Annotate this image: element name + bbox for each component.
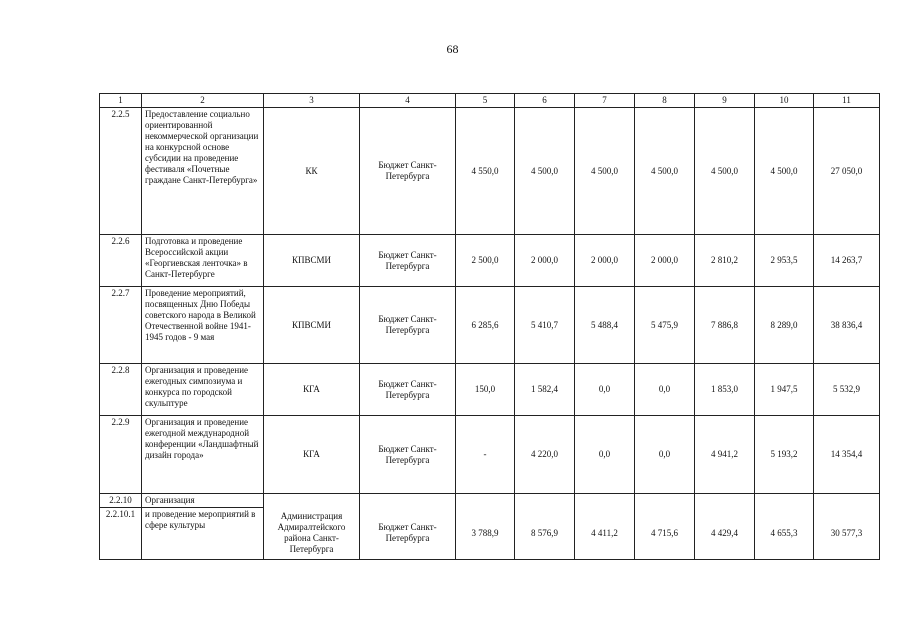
row-source: Бюджет Санкт-Петербурга — [360, 508, 456, 560]
column-header: 7 — [575, 94, 635, 108]
column-header: 1 — [100, 94, 142, 108]
row-code: 2.2.8 — [100, 364, 142, 416]
table-row — [100, 235, 880, 287]
column-header: 11 — [814, 94, 880, 108]
row-total: 14 354,4 — [814, 416, 880, 494]
row-code: 2.2.9 — [100, 416, 142, 494]
row-value: 8 576,9 — [515, 508, 575, 560]
row-value: 8 289,0 — [755, 287, 814, 364]
row-value: 2 953,5 — [755, 235, 814, 287]
row-value: 2 810,2 — [695, 235, 755, 287]
row-name: Проведение мероприятий, посвященных Дню Победы советского народа в Великой Отечественной войне 1941-1945 годов - 9 мая — [142, 287, 264, 364]
row-value: 2 000,0 — [515, 235, 575, 287]
row-code: 2.2.10.1 — [100, 508, 142, 560]
row-value: 4 500,0 — [635, 108, 695, 235]
row-value: 4 220,0 — [515, 416, 575, 494]
row-name: Подготовка и проведение Всероссийской акции «Георгиевская ленточка» в Санкт-Петербурге — [142, 235, 264, 287]
row-executor: КПВСМИ — [264, 235, 360, 287]
table-row — [100, 508, 880, 560]
row-value: 4 655,3 — [755, 508, 814, 560]
column-header: 6 — [515, 94, 575, 108]
row-name: и проведение мероприятий в сфере культуры — [142, 508, 264, 560]
row-code: 2.2.7 — [100, 287, 142, 364]
row-value: 2 000,0 — [635, 235, 695, 287]
table-row — [100, 494, 880, 508]
row-source: Бюджет Санкт-Петербурга — [360, 364, 456, 416]
table-row — [100, 416, 880, 494]
row-value: 4 941,2 — [695, 416, 755, 494]
row-executor: КК — [264, 108, 360, 235]
row-value: 4 715,6 — [635, 508, 695, 560]
row-value: 0,0 — [575, 416, 635, 494]
row-name: Предоставление социально ориентированной некоммерческой организации на конкурсной основе субсидии на проведение фестиваля «Почетные граждане Санкт-Петербурга» — [142, 108, 264, 235]
row-code: 2.2.6 — [100, 235, 142, 287]
row-executor: КГА — [264, 416, 360, 494]
row-name: Организация и проведение ежегодных симпозиума и конкурса по городской скульптуре — [142, 364, 264, 416]
row-total: 38 836,4 — [814, 287, 880, 364]
row-total: 14 263,7 — [814, 235, 880, 287]
row-value: 150,0 — [456, 364, 515, 416]
row-total: 27 050,0 — [814, 108, 880, 235]
row-value: 4 500,0 — [515, 108, 575, 235]
row-name: Организация — [142, 494, 264, 508]
row-value: 0,0 — [575, 364, 635, 416]
row-value: 5 488,4 — [575, 287, 635, 364]
column-header: 4 — [360, 94, 456, 108]
budget-table — [99, 93, 880, 560]
table-row — [100, 287, 880, 364]
row-value: 5 410,7 — [515, 287, 575, 364]
row-value: 1 582,4 — [515, 364, 575, 416]
row-source: Бюджет Санкт-Петербурга — [360, 235, 456, 287]
row-value: 4 500,0 — [575, 108, 635, 235]
row-value: 2 000,0 — [575, 235, 635, 287]
row-source: Бюджет Санкт-Петербурга — [360, 287, 456, 364]
column-header: 3 — [264, 94, 360, 108]
row-source: Бюджет Санкт-Петербурга — [360, 108, 456, 235]
row-total: 5 532,9 — [814, 364, 880, 416]
row-executor: Администрация Адмиралтейского района Санкт-Петербурга — [264, 508, 360, 560]
row-value: 4 411,2 — [575, 508, 635, 560]
row-value: 3 788,9 — [456, 508, 515, 560]
row-value: - — [456, 416, 515, 494]
row-source: Бюджет Санкт-Петербурга — [360, 416, 456, 494]
row-value: 0,0 — [635, 364, 695, 416]
page-number: 68 — [446, 42, 459, 56]
table-header-row — [100, 94, 880, 108]
row-value: 0,0 — [635, 416, 695, 494]
column-header: 5 — [456, 94, 515, 108]
row-value: 7 886,8 — [695, 287, 755, 364]
row-value: 4 429,4 — [695, 508, 755, 560]
table-row — [100, 364, 880, 416]
row-code: 2.2.10 — [100, 494, 142, 508]
row-value: 1 853,0 — [695, 364, 755, 416]
row-executor: КПВСМИ — [264, 287, 360, 364]
row-total: 30 577,3 — [814, 508, 880, 560]
row-name: Организация и проведение ежегодной международной конференции «Ландшафтный дизайн города» — [142, 416, 264, 494]
row-executor: КГА — [264, 364, 360, 416]
row-value: 4 500,0 — [695, 108, 755, 235]
column-header: 9 — [695, 94, 755, 108]
row-value: 6 285,6 — [456, 287, 515, 364]
row-value: 5 475,9 — [635, 287, 695, 364]
column-header: 2 — [142, 94, 264, 108]
row-value: 4 550,0 — [456, 108, 515, 235]
row-code: 2.2.5 — [100, 108, 142, 235]
table-row — [100, 108, 880, 235]
row-value: 4 500,0 — [755, 108, 814, 235]
column-header: 10 — [755, 94, 814, 108]
row-value: 2 500,0 — [456, 235, 515, 287]
row-value: 1 947,5 — [755, 364, 814, 416]
column-header: 8 — [635, 94, 695, 108]
row-value: 5 193,2 — [755, 416, 814, 494]
